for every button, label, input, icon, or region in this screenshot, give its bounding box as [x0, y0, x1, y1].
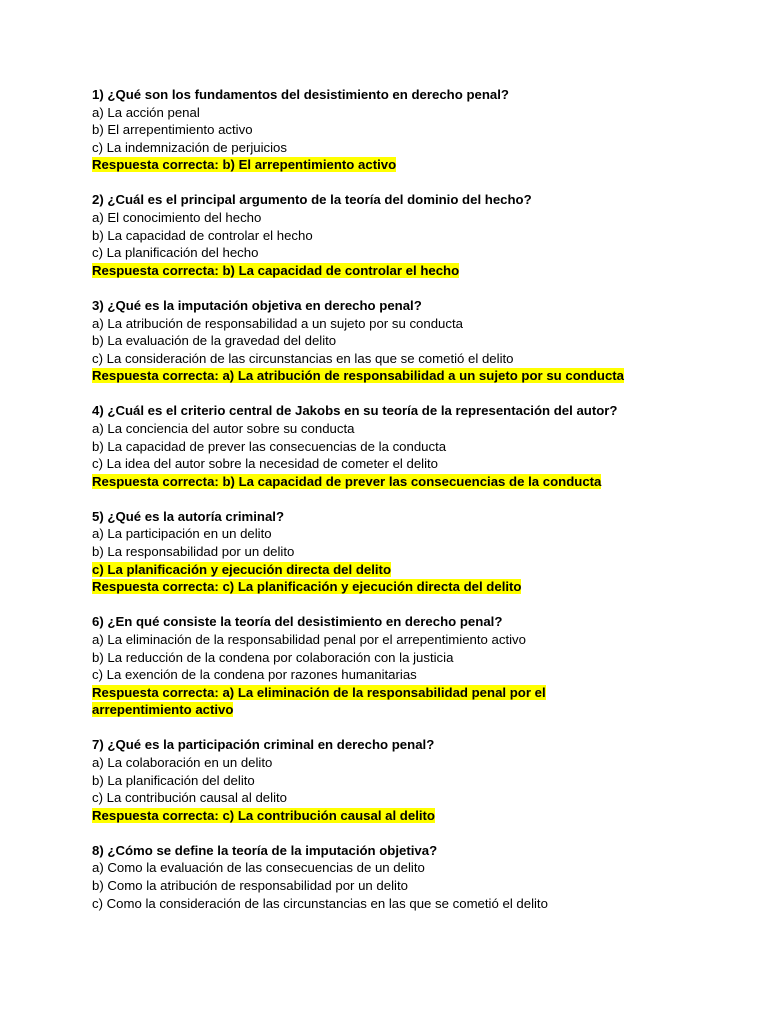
option-c: c) La exención de la condena por razones humanitarias [92, 667, 417, 683]
option-b: b) La planificación del delito [92, 772, 255, 788]
option-c: c) La contribución causal al delito [92, 790, 287, 806]
option-b: b) La capacidad de prever las consecuencias de la conducta [92, 438, 447, 454]
question-text: 1) ¿Qué son los fundamentos del desistimiento en derecho penal? [92, 87, 509, 102]
question-block [92, 402, 752, 490]
question-block [92, 508, 752, 596]
question-text: 8) ¿Cómo se define la teoría de la imputación objetiva? [92, 842, 438, 858]
correct-answer: Respuesta correcta: a) La eliminación de la responsabilidad penal por el arrepentimiento activo [92, 684, 546, 718]
question-text: 7) ¿Qué es la participación criminal en derecho penal? [92, 737, 435, 753]
question-block [92, 736, 752, 824]
question-block [92, 86, 752, 174]
question-block [92, 842, 752, 912]
option-b: b) La evaluación de la gravedad del delito [92, 333, 337, 349]
question-text: 4) ¿Cuál es el criterio central de Jakobs en su teoría de la representación del autor? [92, 403, 618, 419]
option-c: c) Como la consideración de las circunstancias en las que se cometió el delito [92, 895, 548, 911]
correct-answer: Respuesta correcta: c) La planificación y ejecución directa del delito [92, 579, 522, 595]
option-c: c) La consideración de las circunstancias en las que se cometió el delito [92, 350, 514, 366]
option-b: b) El arrepentimiento activo [92, 122, 253, 138]
option-b: b) La reducción de la condena por colaboración con la justicia [92, 649, 454, 665]
question-text: 3) ¿Qué es la imputación objetiva en derecho penal? [92, 297, 422, 313]
option-b: b) Como la atribución de responsabilidad por un delito [92, 878, 408, 894]
option-c-highlighted: c) La planificación y ejecución directa del delito [92, 561, 391, 577]
document-page [92, 86, 752, 930]
correct-answer: Respuesta correcta: c) La contribución causal al delito [92, 807, 435, 823]
question-block [92, 297, 752, 385]
question-text: 5) ¿Qué es la autoría criminal? [92, 508, 285, 524]
question-text: 2) ¿Cuál es el principal argumento de la teoría del dominio del hecho? [92, 192, 532, 208]
correct-answer: Respuesta correcta: a) La atribución de responsabilidad a un sujeto por su conducta [92, 368, 625, 384]
question-block [92, 191, 752, 279]
correct-answer: Respuesta correcta: b) El arrepentimiento activo [92, 157, 397, 173]
option-a: a) La colaboración en un delito [92, 755, 273, 770]
option-a: a) La atribución de responsabilidad a un sujeto por su conducta [92, 315, 463, 331]
option-b: b) La responsabilidad por un delito [92, 544, 295, 560]
option-a: a) La conciencia del autor sobre su conducta [92, 421, 355, 436]
option-c: c) La planificación del hecho [92, 245, 259, 261]
question-text: 6) ¿En qué consiste la teoría del desistimiento en derecho penal? [92, 614, 503, 630]
option-c: c) La idea del autor sobre la necesidad de cometer el delito [92, 456, 439, 472]
option-a: a) La acción penal [92, 104, 200, 120]
option-a: a) La eliminación de la responsabilidad penal por el arrepentimiento activo [92, 631, 526, 647]
correct-answer: Respuesta correcta: b) La capacidad de prever las consecuencias de la conducta [92, 473, 602, 489]
correct-answer: Respuesta correcta: b) La capacidad de controlar el hecho [92, 262, 460, 278]
option-a: a) El conocimiento del hecho [92, 210, 262, 226]
option-b: b) La capacidad de controlar el hecho [92, 227, 313, 243]
question-block [92, 613, 752, 719]
option-a: a) La participación en un delito [92, 526, 272, 542]
option-c: c) La indemnización de perjuicios [92, 139, 287, 155]
option-a: a) Como la evaluación de las consecuencias de un delito [92, 860, 425, 876]
